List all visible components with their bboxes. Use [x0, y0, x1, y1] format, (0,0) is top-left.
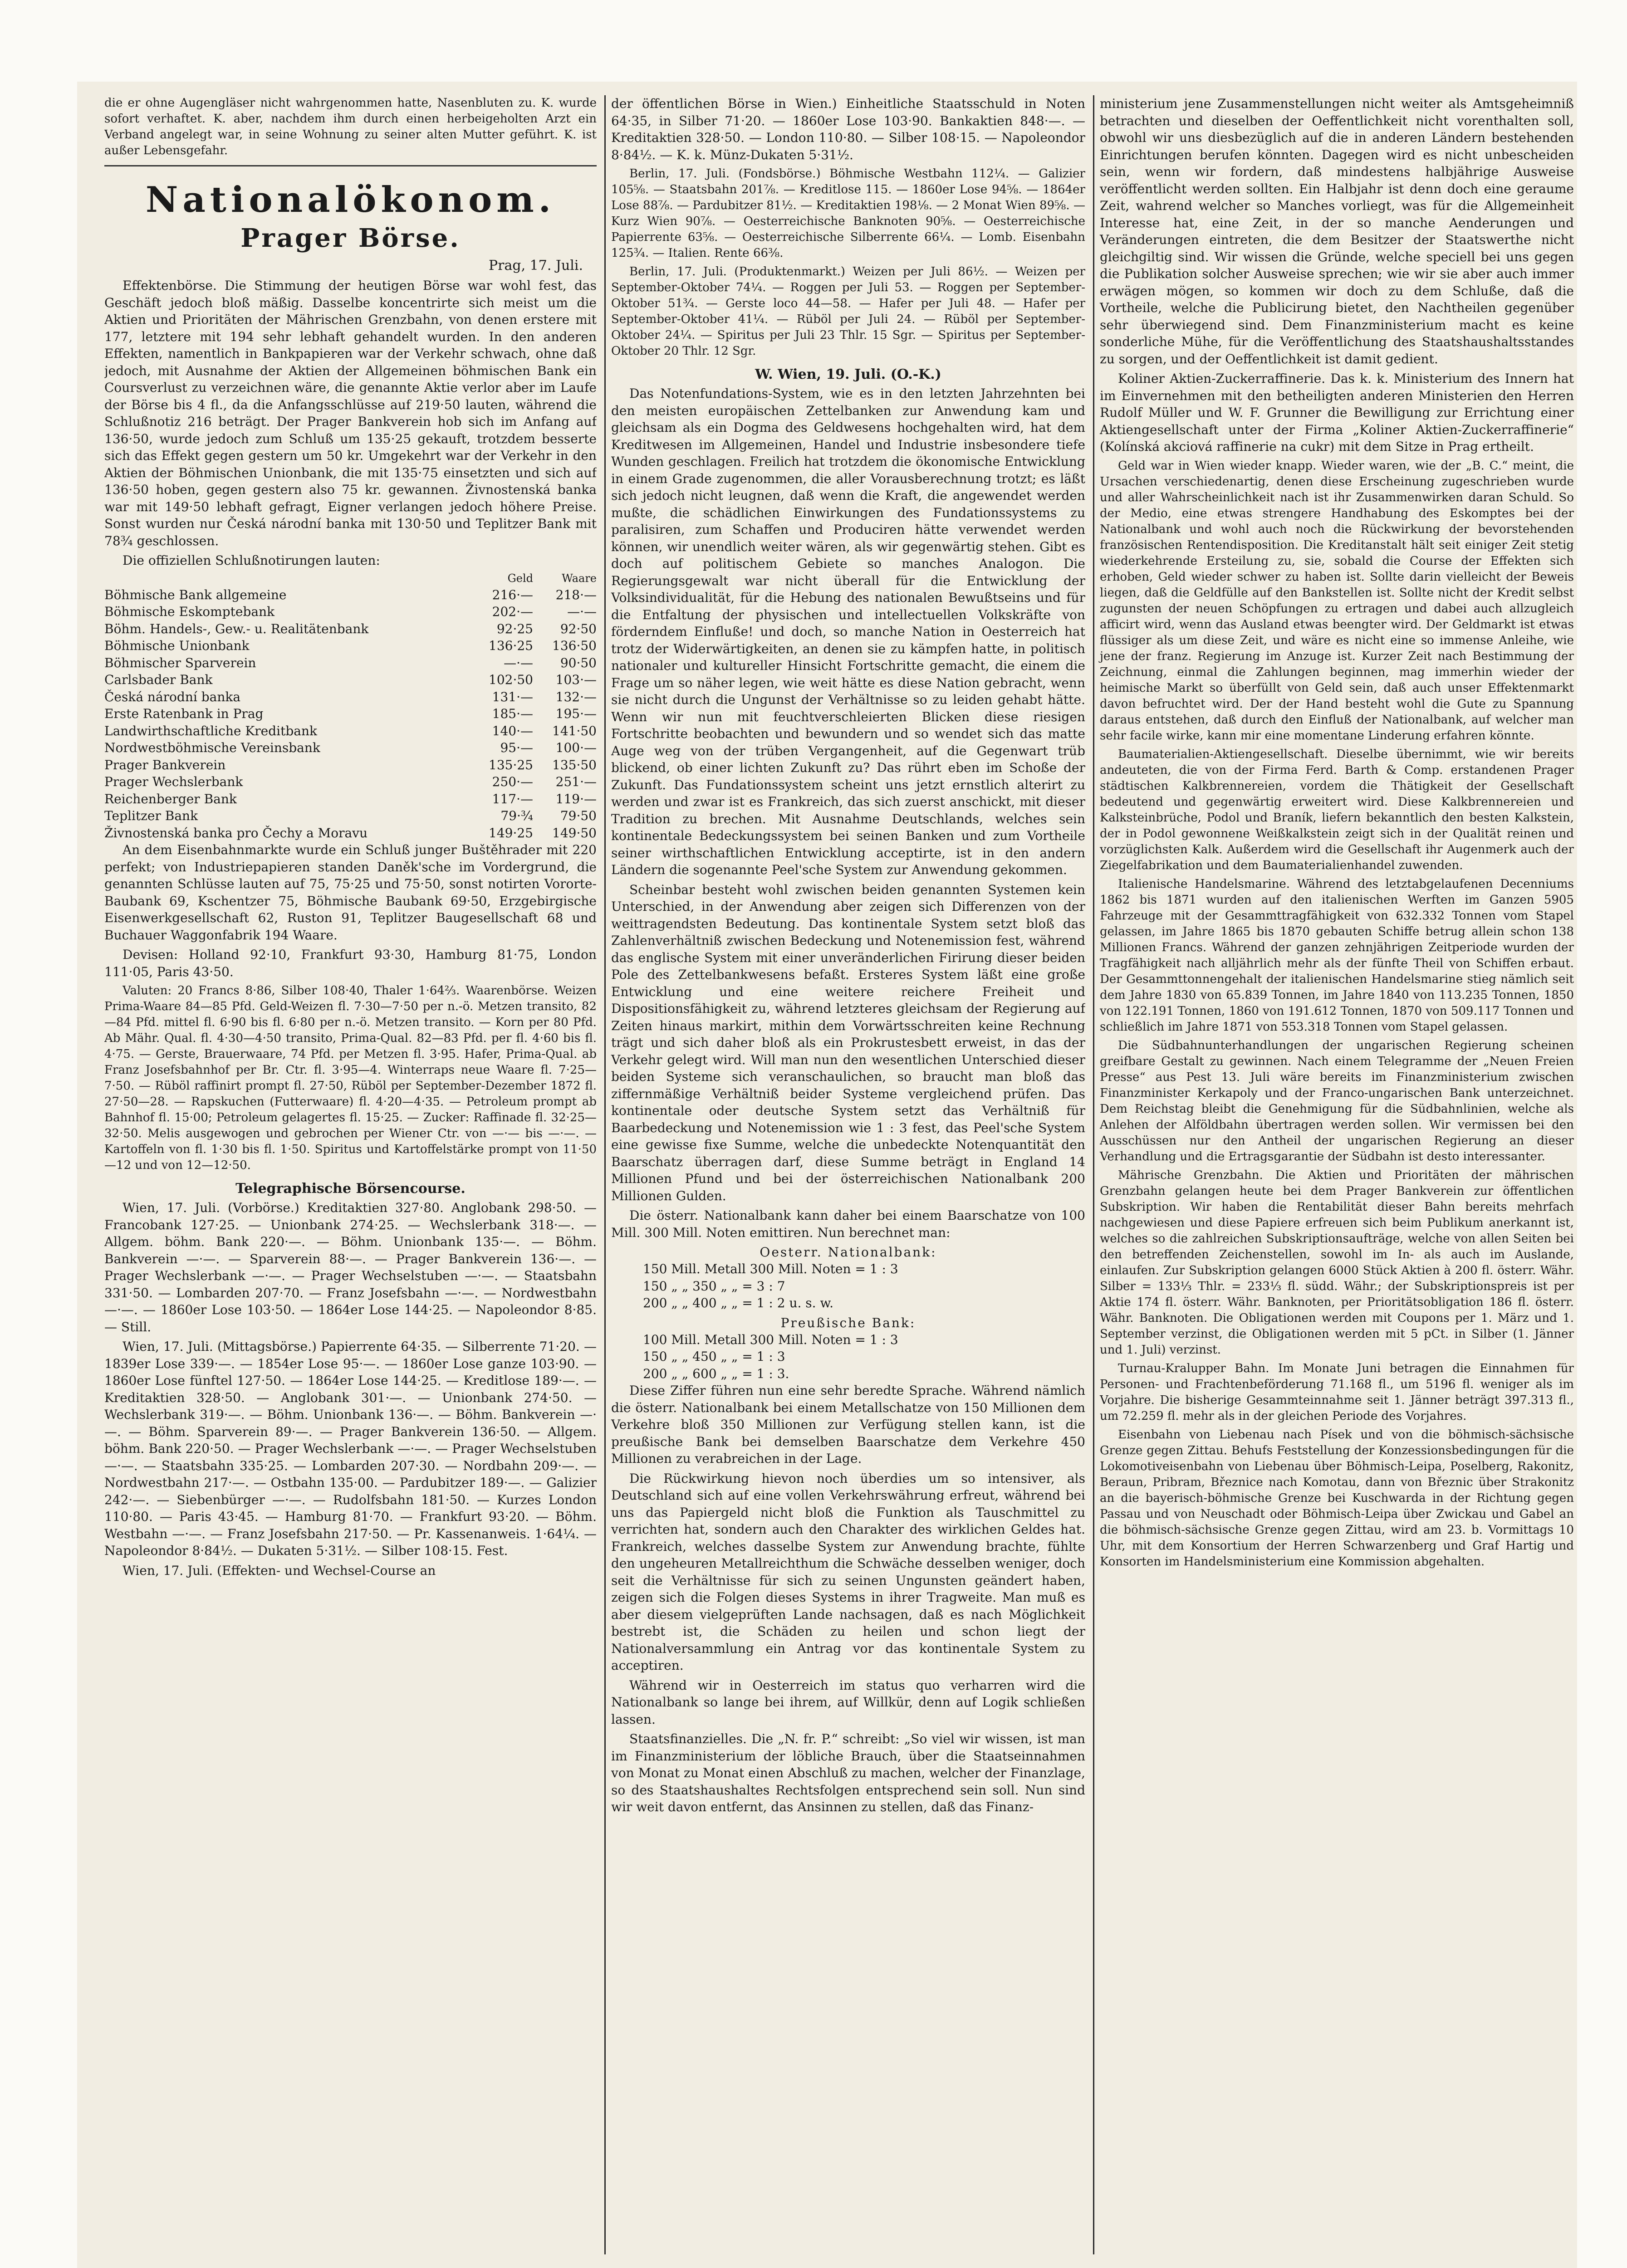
- ratio-line: 200 „ „ 600 „ „ = 1 : 3.: [643, 1366, 789, 1381]
- maehrische-grenzbahn: Mährische Grenzbahn. Die Aktien und Prioritäten der mährischen Grenzbahn gelangen heute bei dem Prager Bankverein zur öffentlichen Subskription. Wir haben die Rentabilität dieser Bahn bereits mehrfach nachgewiesen und diese Papiere erfreuen sich beim Publikum anerkannt ist, welches so die zahlreichen Subskriptionsaufträge, welche von allen Seiten bei den betreffenden Zeichenstellen, sowohl im In- als auch im Auslande, einlaufen. Zur Subskription gelangen 6000 Stück Aktien à 200 fl. österr. Währ. Silber = 133⅓ Thlr. = 233⅓ fl. südd. Währ.; der Subskriptionspreis ist per Aktie 174 fl. österr. Währ. Banknoten, per Prioritätsobligation 186 fl. österr. Währ. Banknoten. Die Obligationen werden mit Coupons per 1. März und 1. September verzinst, die Obligationen werden mit 5 pCt. in Silber (1. Jänner und 1. Juli) verzinst.: [1100, 1168, 1574, 1357]
- scan-margin-top: [0, 0, 1627, 82]
- turnau-kralupper: Turnau-Kralupper Bahn. Im Monate Juni betragen die Einnahmen für Personen- und Frachtenbeförderung 71.168 fl., um 5196 fl. weniger als im Vorjahre. Die bisherige Gesammteinnahme seit 1. Jänner beträgt 397.313 fl., um 72.259 fl. mehr als in der gleichen Periode des Vorjahres.: [1100, 1361, 1574, 1423]
- schluss-intro: Die offiziellen Schlußnotirungen lauten:: [123, 553, 380, 568]
- staatsfinanzielles: Staatsfinanzielles. Die „N. fr. P.“ schreibt: „So viel wir wissen, ist man im Finanzministerium der löbliche Brauch, über die Staatseinnahmen von Monat zu Monat einen Abschluß zu machen, welcher der Finanzlage, so des Staatshaushaltes Rechtsfolgen entsprechend sein soll. Nun sind wir weit davon entfernt, das Ansinnen zu stellen, daß das Finanz-: [611, 1731, 1085, 1814]
- quote-row: [104, 705, 597, 723]
- quote-row: [104, 825, 597, 842]
- ratio-heading: Preußische Bank:: [780, 1315, 916, 1330]
- quote-name: Böhm. Handels-, Gew.- u. Realitätenbank: [104, 621, 369, 636]
- dateline: Prag, 17. Juli.: [488, 258, 583, 274]
- quote-waare: 103·—: [555, 672, 597, 687]
- article-para: Scheinbar besteht wohl zwischen beiden genannten Systemen kein Unterschied, in der Anwendung aber zeigen sich Differenzen von der weittragendsten Bedeutung. Das kontinentale System setzt bloß das Zahlenverhältniß zwischen Bedeckung und Notenemission fest, während das englische System mit einer unveränderlichen Firirung dieser beiden Pole des Zettelbankwesens befaßt. Ersteres System läßt eine große Entwicklung und eine weitere reichere Freiheit und Dispositionsfähigkeit zu, während letzteres gleichsam der Regierung auf Zeiten hinaus markirt, mithin dem Vorwärtsschreiten keine Rechnung trägt und sich daher bloß als ein Prokrustesbett erweist, in das der Verkehr gelegt wird. Will man nun den wesentlichen Unterschied dieser beiden Systeme sich veranschaulichen, so braucht man bloß das ziffernmäßige Verhältniß beider Systeme vergleichend prüfen. Das kontinentale oder deutsche System setzt das Verhältniß für Baarbedeckung und Notenemission wie 1 : 3 fest, das Peel'sche System eine gewisse fixe Summe, welche die unbedeckte Notenquantität den Baarschatz überragen darf, diese Summe beträgt in England 14 Millionen Pfund und bei der österreichischen Nationalbank 200 Millionen Gulden.: [611, 882, 1085, 1203]
- geld-wien: Geld war in Wien wieder knapp. Wieder waren, wie der „B. C.“ meint, die Ursachen verschiedenartig, denen diese Erscheinung zugeschrieben wurde und aller Wahrscheinlichkeit nach ist ihr Zusammenwirken daran Schuld. So der Medio, eine etwas strengere Handhabung des Eskomptes bei der Nationalbank und wohl auch noch die Rückwirkung der bevorstehenden französischen Rentendisposition. Die Kreditanstalt hält seit einiger Zeit stetig wiederkehrende Ersteilung zu, sie, sobald die Course der Effekten sich erhoben, Geld wieder schwer zu haben ist. Sollte darin vielleicht der Beweis liegen, daß die Geldfülle auf den Bankstellen ist. Sollte nicht der Kredit selbst zugunsten der neuen Schöpfungen zu ertragen und dabei auch allzugleich afficirt wird, wenn das Ausland etwas beengter wird. Der Geldmarkt ist etwas flüssiger als um diese Zeit, und wäre es nicht eine so immense Anleihe, wie jene der franz. Regierung im Anzuge ist. Kurzer Zeit nach Bestimmung der Zeichnung, einmal die Zahlungen beginnen, mag immerhin wieder der heimische Markt so überfüllt von Geld sein, daß auch unser Effektenmarkt davon befruchtet wird. Der der Hand besteht wohl die Gute zu Spannung daraus entstehen, daß durch den Einfluß der Nationalbank, auf welcher man sehr facile wirke, kann mir eine momentane Linderung erfahren könnte.: [1100, 459, 1574, 743]
- section-rule: [104, 165, 597, 166]
- ratio-line: 200 „ „ 400 „ „ = 1 : 2 u. s. w.: [643, 1295, 833, 1310]
- article-heading: W. Wien, 19. Juli. (O.-K.): [755, 367, 941, 382]
- ratio-heading: Oesterr. Nationalbank:: [760, 1245, 937, 1260]
- article-para: Das Notenfundations-System, wie es in den letzten Jahrzehnten bei den meisten europäischen Zettelbanken zur Anwendung kam und gleichsam als ein Dogma des Geldwesens hochgehalten wird, hat dem Kreditwesen im Allgemeinen, Handel und Industrie insbesondere tiefe Wunden geschlagen. Freilich hat trotzdem die ökonomische Entwicklung in einem Grade zugenommen, die aller Vorausberechnung trotzt; es läßt sich jedoch nicht leugnen, daß wenn die Kraft, die angewendet werden mußte, die schädlichen Einwirkungen des Fundationssystems zu paralisiren, zum Schaffen und Produciren hätte verwendet werden können, wir unendlich weiter wären, als wir gegenwärtig stehen. Gibt es doch auf politischem Gebiete so manches Analogon. Die Regierungsgewalt war nicht überall für die Entwicklung der Volksindividualität, für die Hebung des nationalen Bewußtseins und für die Entfaltung der physischen und intellectuellen Volkskräfte von förderndem Einfluße! und doch, so manche Nation in Oesterreich hat trotz der Widerwärtigkeiten, an denen sie zu kämpfen hatte, in politisch nationaler und kultureller Hinsicht Fortschritte gemacht, die einem die Frage um so näher legen, wie weit hätte es diese Nation gebracht, wenn sie nicht durch die Ungunst der Verhältnisse so zu leiden gehabt hätte. Wenn wir nun mit feuchtverschleierten Blicken diese riesigen Fortschritte beobachten und bewundern und so wendet sich das matte Auge weg von der trüben Vergangenheit, auf die Gegenwart trüb blickend, ob einer lichten Zukunft zu? Das rührt eben im Schoße der Zukunft. Das Fundationssystem scheint uns jetzt ernstlich alterirt zu werden und zwar ist es Frankreich, das sich zuerst anschickt, mit dieser Tradition zu brechen. Mit Ausnahme Deutschlands, welches sein kontinentale Bedeckungssystem bei seinen Banken und zum Vortheile seiner wirthschaftlichen Entwicklung acceptirte, ist in den andern Ländern die sogenannte Peel'sche System zur Anwendung gekommen.: [611, 386, 1085, 877]
- handelsmarine: Italienische Handelsmarine. Während des letztabgelaufenen Decenniums 1862 bis 1871 wurden auf den italienischen Werften im Ganzen 5905 Fahrzeuge mit der Gesammttragfähigkeit von 632.332 Tonnen vom Stapel gelassen, im Jahre 1865 bis 1870 gebauten Schiffe betrug allein schon 138 Millionen Francs. Während der ganzen zehnjährigen Zeitperiode wurden der Tragfähigkeit nach alljährlich mehr als der fünfte Theil von Schiffen erbaut. Der Gesammttonnengehalt der italienischen Handelsmarine stieg nämlich seit dem Jahre 1830 von 65.839 Tonnen, im Jahre 1840 von 113.235 Tonnen, 1850 von 122.191 Tonnen, 1860 von 191.612 Tonnen, 1870 von 509.117 Tonnen und schließlich im Jahre 1871 von 553.318 Tonnen vom Stapel gelassen.: [1100, 877, 1574, 1034]
- wien-mittagsboerse: Wien, 17. Juli. (Mittagsbörse.) Papierrente 64·35. — Silberrente 71·20. — 1839er Lose 339·—. — 1854er Lose 95·—. — 1860er Lose ganze 103·90. — 1860er Lose fünftel 127·50. — 1864er Lose 144·25. — Kreditlose 189·—. — Kreditaktien 328·50. — Anglobank 301·—. — Unionbank 274·50. — Wechslerbank 319·—. — Böhm. Unionbank 136·—. — Böhm. Bankverein —·—. — Böhm. Sparverein 89·—. — Prager Bankverein 136·50. — Allgem. böhm. Bank 220·50. — Prager Wechslerbank —·—. — Prager Wechselstuben —·—. — Staatsbahn 335·25. — Lombarden 207·30. — Nordbahn 209·—. — Nordwestbahn 217·—. — Ostbahn 135·00. — Pardubitzer 189·—. — Galizier 242·—. — Siebenbürger —·—. — Rudolfsbahn 181·50. — Kurzes London 110·80. — Paris 43·45. — Hamburg 81·70. — Frankfurt 93·20. — Böhm. Westbahn —·—. — Franz Josefsbahn 217·50. — Pr. Kassenanweis. 1·64¼. — Napoleondor 8·84½. — Dukaten 5·31½. — Silber 108·15. Fest.: [104, 1339, 597, 1558]
- quote-table-header: [104, 572, 597, 585]
- quote-geld: 140·—: [492, 723, 533, 738]
- wien-effekten-cont: der öffentlichen Börse in Wien.) Einheitliche Staatsschuld in Noten 64·35, in Silber 71·20. — 1860er Lose 103·90. Bankaktien 848·—. — Kreditaktien 328·50. — London 110·80. — Silber 108·15. — Napoleondor 8·84½. — K. k. Münz-Dukaten 5·31½.: [611, 96, 1085, 162]
- quote-waare: 92·50: [560, 621, 597, 636]
- article-para: Diese Ziffer führen nun eine sehr beredte Sprache. Während nämlich die österr. Nationalbank bei einem Metallschatze von 150 Millionen dem Verkehre bloß 350 Millionen zur Verfügung stellen kann, ist die preußische Bank bei demselben Baarschatze dem Verkehre 450 Millionen zu verabreichen in der Lage.: [611, 1383, 1085, 1466]
- quote-waare: 100·—: [555, 740, 597, 755]
- quote-geld: 131·—: [492, 689, 533, 704]
- previous-article-tail: die er ohne Augengläser nicht wahrgenommen hatte, Nasenbluten zu. K. wurde sofort verhaftet. K. aber, nachdem ihm durch einen herbeigeholten Arzt ein Verband angelegt war, in seine Wohnung zu seiner alten Mutter geführt. K. ist außer Lebensgefahr.: [104, 96, 597, 157]
- quote-name: Landwirthschaftliche Kreditbank: [104, 723, 317, 738]
- quote-geld: 149·25: [489, 825, 533, 841]
- ratio-line: 150 „ „ 450 „ „ = 1 : 3: [643, 1349, 785, 1364]
- ratio-line: 100 Mill. Metall 300 Mill. Noten = 1 : 3: [643, 1332, 898, 1347]
- quote-geld: 185·—: [492, 706, 533, 721]
- quote-row: [104, 723, 597, 740]
- scan-margin-left: [0, 0, 77, 2268]
- quote-geld: 216·—: [492, 587, 533, 602]
- quote-waare: 90·50: [560, 655, 597, 670]
- quote-geld: 135·25: [489, 757, 533, 772]
- section-title: Nationalökonom.: [146, 179, 555, 220]
- liebenau-pisek: Eisenbahn von Liebenau nach Písek und von die böhmisch-sächsische Grenze gegen Zittau. Behufs Feststellung der Konzessionsbedingungen für die Lokomotiveisenbahn von Liebenau über Böhmisch-Leipa, Poselberg, Rakonitz, Beraun, Pribram, Březnice nach Komotau, dann von Březnic über Strakonitz an die bayerisch-böhmische Grenze bei Kuschwarda in der Richtung gegen Passau und von Neuschadt oder Böhmisch-Leipa über Zwickau und Gabel an die böhmisch-sächsische Grenze gegen Zittau, wird am 23. b. Vormittags 10 Uhr, mit dem Konsortium der Herren Schwarzenberg und Graf Hartig und Konsorten im Handelsministerium eine Kommission abgehalten.: [1100, 1427, 1574, 1569]
- suedbahn: Die Südbahnunterhandlungen der ungarischen Regierung scheinen greifbare Gestalt zu gewinnen. Nach einem Telegramme der „Neuen Freien Presse“ aus Pest 13. Juli wäre bereits im Finanzministerium zwischen Finanzminister Kerkapoly und der Franco-ungarischen Bank unterzeichnet. Dem Reichstag bleibt die Genehmigung für die Südbahnlinien, welche als Anlehen der Alföldbahn übertragen werden sollen. Wir vermissen bei den Ausschüssen nur den Antheil der ungarischen Regierung an dieser Verhandlung und die Ertragsgarantie der Südbahn ist desto interessanter.: [1100, 1038, 1574, 1163]
- quote-name: Reichenberger Bank: [104, 791, 237, 807]
- boerse-report: Effektenbörse. Die Stimmung der heutigen Börse war wohl fest, das Geschäft jedoch bloß mäßig. Dasselbe koncentrirte sich meist um die Aktien und Prioritäten der Mährischen Grenzbahn, von denen erstere mit 177, letztere mit 194 sehr lebhaft gehandelt wurden. In den anderen Effekten, namentlich in Bankpapieren war der Verkehr schwach, ohne daß jedoch, mit Ausnahme der Aktien der Allgemeinen böhmischen Bank ein Coursverlust zu verzeichnen wäre, die genannte Aktie verlor aber im Laufe der Börse bis 4 fl., da die Anfangsschlüsse auf 219·50 lauten, während die Schlußnotiz 216 beträgt. Der Prager Bankverein hob sich im Anfang auf 136·50, wurde jedoch zum Schluß um 135·25 gekauft, trotzdem besserte sich das Effekt gegen gestern um 50 kr. Umgekehrt war der Verkehr in den Aktien der Böhmischen Unionbank, die mit 135·75 einsetzten und sich auf 136·50 hoben, gegen gestern also 75 kr. gewannen. Živnostenská banka war mit 149·50 lebhaft gefragt, Eigner verlangen jedoch höhere Preise. Sonst wurden nur Česká národní banka mit 130·50 und Teplitzer Bank mit 78¾ geschlossen.: [104, 278, 597, 548]
- quote-row: [104, 757, 597, 774]
- quote-table: [104, 587, 597, 842]
- quote-waare: 141·50: [552, 723, 597, 738]
- quote-name: Nordwestböhmische Vereinsbank: [104, 740, 320, 755]
- wien-vorboerse: Wien, 17. Juli. (Vorbörse.) Kreditaktien 327·80. Anglobank 298·50. — Francobank 127·25. — Unionbank 274·25. — Wechslerbank 318·—. — Allgem. böhm. Bank 220·—. — Böhm. Unionbank 135·—. — Böhm. Bankverein —·—. — Sparverein 88·—. — Prager Bankverein 136·—. — Prager Wechslerbank —·—. — Prager Wechselstuben —·—. — Staatsbahn 331·50. — Lombarden 207·70. — Franz Josefsbahn —·—. — Nordwestbahn —·—. — 1860er Lose 103·50. — 1864er Lose 144·25. — Napoleondor 8·85. — Still.: [104, 1200, 597, 1334]
- col-waare: Waare: [562, 572, 597, 585]
- quote-row: [104, 637, 597, 655]
- berlin-produktenmarkt: Berlin, 17. Juli. (Produktenmarkt.) Weizen per Juli 86½. — Weizen per September-Oktober 74¼. — Roggen per Juli 53. — Roggen per September-Oktober 51¾. — Gerste loco 44—58. — Hafer per Juli 48. — Hafer per September-Oktober 41¼. — Rüböl per Juli 24. — Rüböl per September-Oktober 24¼. — Spiritus per Juli 23 Thlr. 15 Sgr. — Spiritus per September-Oktober 20 Thlr. 12 Sgr.: [611, 265, 1085, 358]
- baumaterialien: Baumaterialien-Aktiengesellschaft. Dieselbe übernimmt, wie wir bereits andeuteten, die von der Firma Ferd. Barth & Comp. erstandenen Prager städtischen Kalkbrennereien, vordem die Thätigkeit der Gesellschaft bedeutend und gegenwärtig erweitert wird. Diese Kalkbrennereien und Kalksteinbrüche, Podol und Braník, liefern bekanntlich den besten Kalkstein, der in Podol gewonnene Weißkalkstein zeigt sich in der Qualität reinen und vorzüglichsten Kalk. Außerdem wird die Gesellschaft ihr Augenmerk auch der Ziegelfabrikation und dem Baumaterialienhandel zuwenden.: [1100, 747, 1574, 872]
- col-geld: Geld: [507, 572, 533, 585]
- quote-row: [104, 621, 597, 638]
- quote-waare: 149·50: [552, 825, 597, 841]
- column-2: [604, 95, 1085, 2254]
- quote-geld: 79·¾: [500, 808, 533, 823]
- eisenbahn-report: An dem Eisenbahnmarkte wurde ein Schluß junger Buštěhrader mit 220 perfekt; von Industriepapieren standen Daněk'sche im Vordergrund, die genannten Schlüsse lauten auf 75, 75·25 und 75·50, sonst notirten Vororte-Baubank 69, Kschentzer 75, Böhmische Baubank 69·50, Erzgebirgische Eisenwerkgesellschaft 62, Ruston 91, Teplitzer Baugesellschaft 68 und Buchauer Waggonfabrik 194 Waare.: [104, 842, 597, 943]
- quote-geld: 250·—: [492, 774, 533, 789]
- valuten-waaren-report: Valuten: 20 Francs 8·86, Silber 108·40, Thaler 1·64⅔. Waarenbörse. Weizen Prima-Waare 84—85 Pfd. Geld-Weizen fl. 7·30—7·50 per n.-ö. Metzen transito, 82—84 Pfd. mittel fl. 6·90 bis fl. 6·80 per n.-ö. Metzen transito. — Korn per 80 Pfd. Ab Mähr. Qual. fl. 4·30—4·50 transito, Prima-Qual. 82—83 Pfd. per fl. 4·60 bis fl. 4·75. — Gerste, Brauerwaare, 74 Pfd. per Metzen fl. 3·95. Hafer, Prima-Qual. ab Franz Josefsbahnhof per Br. Ctr. fl. 3·95—4. Winterraps neue Waare fl. 7·25—7·50. — Rüböl raffinirt prompt fl. 27·50, Rüböl per September-Dezember 1872 fl. 27·50—28. — Rapskuchen (Futterwaare) fl. 4·20—4·35. — Petroleum prompt ab Bahnhof fl. 15·00; Petroleum gelagertes fl. 15·25. — Zucker: Raffinade fl. 32·25—32·50. Melis ausgewogen und gebrochen per Wiener Ctr. von —·— bis —·—. — Kartoffeln von fl. 1·30 bis fl. 1·50. Spiritus und Kartoffelstärke prompt von 11·50—12 und von 12—12·50.: [104, 984, 597, 1172]
- quote-waare: 251·—: [555, 774, 597, 789]
- quote-name: Živnostenská banka pro Čechy a Moravu: [104, 825, 368, 841]
- quote-name: Erste Ratenbank in Prag: [104, 706, 264, 721]
- article-para: Die österr. Nationalbank kann daher bei einem Baarschatze von 100 Mill. 300 Mill. Noten emittiren. Nun berechnet man:: [611, 1208, 1085, 1240]
- quote-name: Carlsbader Bank: [104, 672, 213, 687]
- quote-name: Prager Wechslerbank: [104, 774, 243, 789]
- quote-name: Česká národní banka: [104, 689, 241, 704]
- quote-row: [104, 671, 597, 689]
- quote-geld: 202·—: [492, 604, 533, 619]
- quote-waare: —·—: [567, 604, 597, 619]
- quote-geld: 92·25: [496, 621, 533, 636]
- article-para: Die Rückwirkung hievon noch überdies um so intensiver, als Deutschland sich auf eine vollen Verkehrswährung erfreut, während bei uns das Papiergeld nicht bloß die Funktion als Tauschmittel zu verrichten hat, sondern auch den Charakter des wirklichen Geldes hat. Frankreich, welches dasselbe System zur Anwendung brachte, fühlte den ungeheuren Metallreichthum die Schwäche desselben weniger, doch seit die Verhältnisse für sich zu seinen Ungunsten geändert haben, zeigen sich die Folgen dieses Systems in ihrer Tragweite. Man muß es aber diesem vielgeprüften Lande nachsagen, daß es nach Möglichkeit bestrebt ist, die Schäden zu heilen und schon liegt der Nationalversammlung ein Antrag vor das kontinentale System zu acceptiren.: [611, 1471, 1085, 1673]
- quote-name: Böhmische Bank allgemeine: [104, 587, 287, 602]
- quote-geld: 95·—: [500, 740, 533, 755]
- quote-geld: 136·25: [489, 638, 533, 653]
- telegraph-heading: Telegraphische Börsencourse.: [235, 1181, 466, 1197]
- quote-geld: —·—: [504, 655, 533, 670]
- quote-name: Böhmische Eskomptebank: [104, 604, 275, 619]
- berlin-fondsboerse: Berlin, 17. Juli. (Fondsbörse.) Böhmische Westbahn 112¼. — Galizier 105⅝. — Staatsbahn 201⅞. — Kreditlose 115. — 1860er Lose 94⅝. — 1864er Lose 88⅞. — Pardubitzer 81½. — Kreditaktien 198⅛. — 2 Monat Wien 89⅝. — Kurz Wien 90⅞. — Oesterreichische Banknoten 90⅝. — Oesterreichische Papierrente 63⅝. — Oesterreichische Silberrente 66¼. — Lomb. Eisenbahn 125¾. — Italien. Rente 66⅜.: [611, 167, 1085, 260]
- quote-geld: 102·50: [489, 672, 533, 687]
- quote-name: Prager Bankverein: [104, 757, 226, 772]
- ratio-line: 150 „ „ 350 „ „ = 3 : 7: [643, 1278, 785, 1294]
- quote-row: [104, 587, 597, 604]
- quote-waare: 218·—: [555, 587, 597, 602]
- quote-name: Teplitzer Bank: [104, 808, 198, 823]
- koliner-zuckerraffinerie: Koliner Aktien-Zuckerraffinerie. Das k. k. Ministerium des Innern hat im Einvernehmen mit den betheiligten anderen Ministerien den Herren Rudolf Müller und W. F. Grunner die Bewilligung zur Errichtung einer Aktiengesellschaft unter der Firma „Koliner Aktien-Zuckerraffinerie“ (Kolínská akciová raffinerie na cukr) mit dem Sitze in Prag ertheilt.: [1100, 371, 1574, 454]
- wien-effekten-tail: Wien, 17. Juli. (Effekten- und Wechsel-Course an: [123, 1563, 436, 1578]
- article-para: Während wir in Oesterreich im status quo verharren wird die Nationalbank so lange bei ihrem, auf Willkür, denn auf Logik schließen lassen.: [611, 1677, 1085, 1727]
- quote-row: [104, 773, 597, 791]
- quote-row: [104, 655, 597, 672]
- quote-waare: 79·50: [560, 808, 597, 823]
- quote-waare: 136·50: [552, 638, 597, 653]
- quote-name: Böhmische Unionbank: [104, 638, 250, 653]
- quote-waare: 119·—: [555, 791, 597, 807]
- staatsfinanzielles-cont: ministerium jene Zusammenstellungen nicht weiter als Amtsgeheimniß betrachten und dieselben der Oeffentlichkeit nicht vorenthalten soll, obwohl wir uns diesbezüglich auf die in anderen Ländern bestehenden Einrichtungen berufen könnten. Dagegen wird es nicht unbescheiden sein, wenn wir fordern, daß mindestens halbjährige Ausweise veröffentlicht werden sollten. Ein Halbjahr ist denn doch eine geraume Zeit, wahrend welcher so Manches vorliegt, was für die Allgemeinheit Interesse hat, eine Zeit, in der so manche Aenderungen und Veränderungen eintreten, die dem Besitzer der Staatswerthe nicht gleichgiltig sind. Wir wissen die Gründe, welche speciell bei uns gegen die Publikation solcher Ausweise sprechen; wie wir sie aber auch immer erwägen mögen, so kommen wir doch zu dem Schluße, daß die Vortheile, welche die Publicirung bietet, den Nachtheilen gegenüber sehr überwiegend sind. Dem Finanzministerium macht es keine sonderliche Mühe, für die Veröffentlichung des Staatshaushaltsstandes zu sorgen, und der Oeffentlichkeit ist damit gedient.: [1100, 96, 1574, 367]
- column-1: [104, 95, 597, 2254]
- quote-row: [104, 689, 597, 706]
- quote-row: [104, 739, 597, 757]
- scan-margin-right: [1577, 0, 1627, 2268]
- quote-row: [104, 603, 597, 621]
- subsection-title: Prager Börse.: [240, 223, 461, 253]
- quote-row: [104, 807, 597, 825]
- devisen-report: Devisen: Holland 92·10, Frankfurt 93·30, Hamburg 81·75, London 111·05, Paris 43·50.: [104, 947, 597, 979]
- quote-name: Böhmischer Sparverein: [104, 655, 256, 670]
- quote-waare: 135·50: [552, 757, 597, 772]
- quote-geld: 117·—: [492, 791, 533, 807]
- newspaper-page: [104, 95, 1574, 2254]
- ratio-line: 150 Mill. Metall 300 Mill. Noten = 1 : 3: [643, 1261, 898, 1276]
- quote-waare: 132·—: [555, 689, 597, 704]
- quote-waare: 195·—: [555, 706, 597, 721]
- column-3: [1093, 95, 1574, 2254]
- quote-row: [104, 791, 597, 808]
